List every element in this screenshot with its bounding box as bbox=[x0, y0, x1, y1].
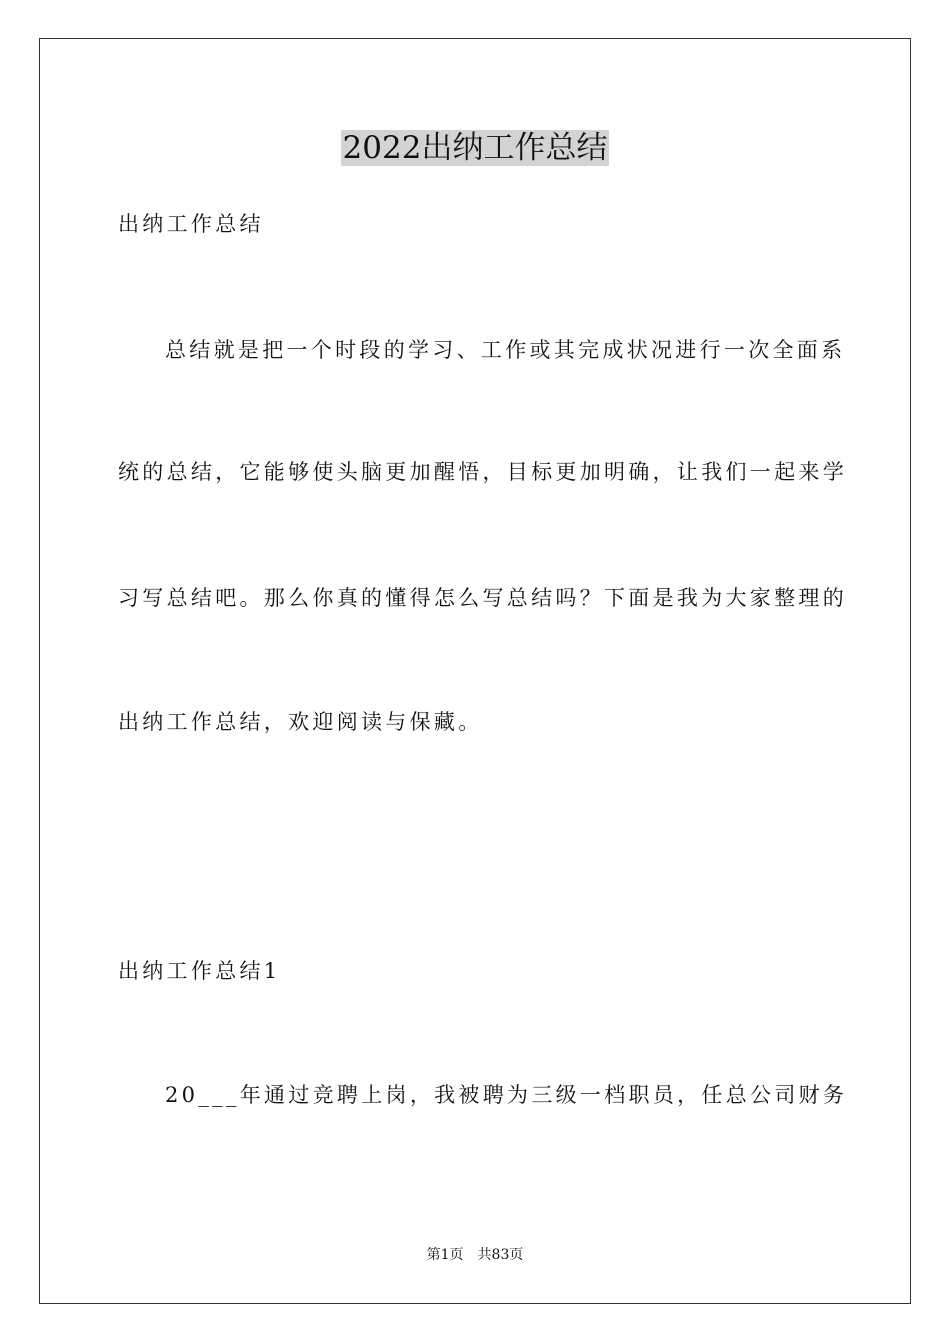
document-title bbox=[0, 128, 950, 168]
paragraph-line-5: 20___年通过竞聘上岗，我被聘为三级一档职员，任总公司财务 bbox=[165, 1083, 848, 1107]
paragraph-line-1: 总结就是把一个时段的学习、工作或其完成状况进行一次全面系 bbox=[165, 338, 846, 362]
page-number: 第1页 bbox=[426, 1247, 464, 1263]
document-title-text: 2022出纳工作总结 bbox=[342, 130, 608, 166]
paragraph-line-3: 习写总结吧。那么你真的懂得怎么写总结吗？下面是我为大家整理的 bbox=[118, 586, 847, 610]
page-total: 共83页 bbox=[477, 1247, 524, 1263]
paragraph-line-2: 统的总结，它能够使头脑更加醒悟，目标更加明确，让我们一起来学 bbox=[118, 460, 847, 484]
page-footer bbox=[0, 1245, 950, 1265]
paragraph-line-4: 出纳工作总结，欢迎阅读与保藏。 bbox=[118, 710, 483, 734]
section-heading-intro: 出纳工作总结 bbox=[118, 212, 264, 236]
section-heading-1: 出纳工作总结1 bbox=[118, 959, 281, 983]
